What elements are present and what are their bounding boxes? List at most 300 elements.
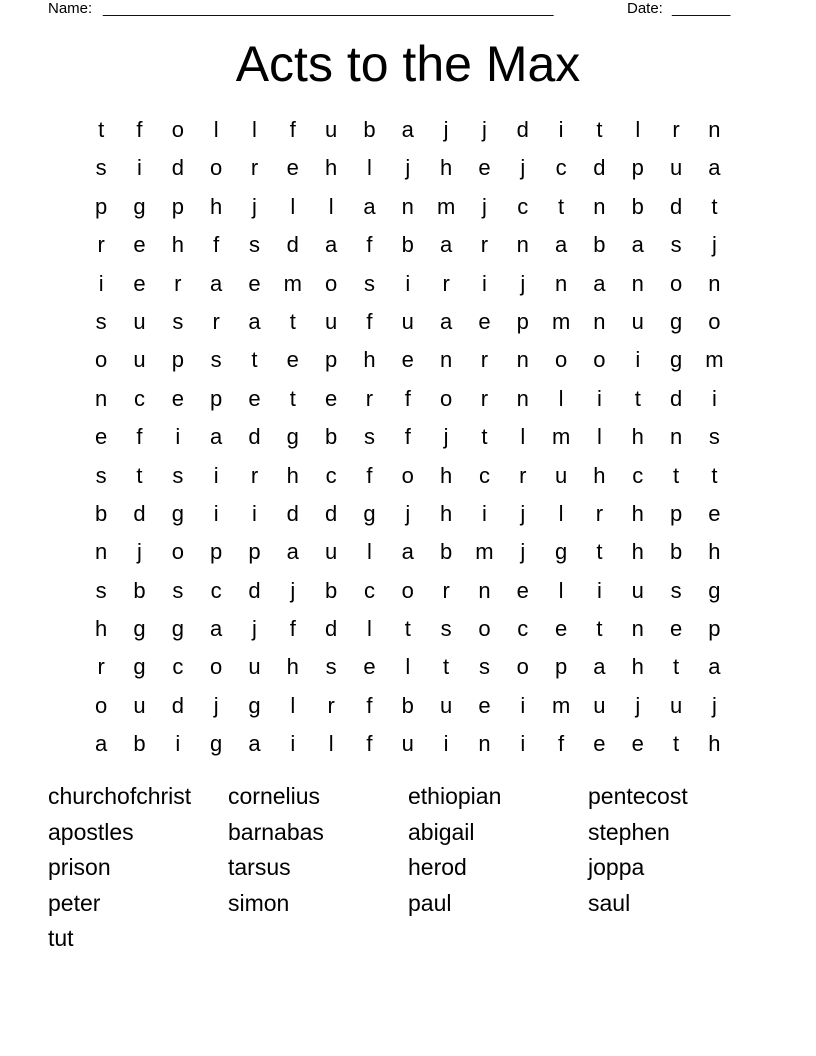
grid-letter: i [405, 270, 411, 296]
grid-letter: t [634, 385, 641, 411]
grid-letter: i [520, 731, 526, 757]
grid-letter: m [551, 692, 571, 718]
grid-letter: h [325, 155, 338, 181]
grid-letter: s [708, 424, 720, 450]
grid-letter: e [478, 308, 491, 334]
grid-letter: t [443, 654, 450, 680]
grid-letter: h [631, 654, 644, 680]
grid-letter: j [252, 616, 257, 642]
grid-row [82, 610, 734, 648]
grid-letter: p [669, 500, 683, 526]
grid-letter: s [172, 577, 184, 603]
grid-letter: e [248, 385, 261, 411]
grid-letter: i [635, 347, 641, 373]
grid-letter: r [442, 577, 450, 603]
grid-letter: n [516, 347, 529, 373]
grid-letter: t [481, 424, 488, 450]
grid-letter: p [210, 385, 223, 411]
grid-letter: i [711, 385, 717, 411]
grid-letter: s [95, 155, 107, 181]
grid-letter: e [133, 232, 146, 258]
grid-letter: h [708, 539, 721, 565]
grid-letter: f [289, 117, 296, 142]
grid-letter: i [98, 270, 104, 296]
grid-letter: n [708, 270, 721, 296]
grid-letter: n [631, 270, 644, 296]
word-bank-item: tut [48, 925, 74, 952]
grid-letter: b [133, 731, 146, 757]
grid-letter: f [404, 424, 411, 450]
grid-letter: i [558, 117, 564, 142]
grid-letter: m [283, 270, 302, 296]
word-bank-item: herod [408, 854, 467, 881]
grid-letter: f [404, 385, 411, 411]
grid-letter: b [631, 193, 644, 219]
grid-letter: r [174, 270, 182, 296]
grid-row [82, 457, 734, 495]
grid-letter: g [133, 654, 146, 680]
grid-letter: o [401, 462, 414, 488]
grid-letter: t [596, 117, 603, 142]
grid-letter: m [551, 308, 571, 334]
grid-letter: s [325, 654, 337, 680]
grid-row [82, 380, 734, 418]
grid-letter: j [711, 692, 717, 718]
grid-letter: c [478, 462, 490, 488]
grid-letter: i [213, 500, 219, 526]
grid-letter: e [478, 692, 491, 718]
grid-letter: g [133, 616, 146, 642]
grid-letter: b [325, 424, 338, 450]
grid-letter: l [367, 539, 372, 565]
grid-letter: j [520, 155, 526, 181]
grid-letter: o [95, 692, 108, 718]
grid-letter: p [708, 616, 721, 642]
grid-letter: f [366, 731, 373, 757]
grid-letter: g [210, 731, 223, 757]
grid-letter: r [442, 270, 450, 296]
grid-letter: c [555, 155, 567, 181]
grid-letter: u [325, 539, 338, 565]
grid-letter: d [669, 193, 683, 219]
word-bank-item: peter [48, 889, 101, 916]
grid-letter: p [631, 155, 644, 181]
grid-letter: n [593, 308, 606, 334]
grid-letter: s [248, 232, 260, 258]
word-bank [48, 778, 768, 956]
grid-letter: i [175, 424, 181, 450]
grid-letter: t [558, 193, 565, 219]
grid-letter: h [631, 424, 644, 450]
grid-letter: r [365, 385, 374, 411]
grid-letter: r [250, 462, 259, 488]
grid-letter: t [596, 539, 603, 565]
grid-letter: a [210, 270, 223, 296]
grid-letter: r [480, 232, 489, 258]
grid-letter: l [558, 577, 564, 603]
grid-letter: o [593, 347, 606, 373]
grid-letter: o [401, 577, 414, 603]
grid-row [82, 341, 734, 379]
grid-letter: n [516, 232, 529, 258]
grid-letter: p [171, 347, 184, 373]
grid-letter: n [478, 577, 491, 603]
grid-letter: j [213, 692, 219, 718]
grid-letter: e [401, 347, 414, 373]
grid-letter: m [475, 539, 494, 565]
grid-letter: e [516, 577, 529, 603]
grid-letter: s [95, 462, 107, 488]
grid-letter: d [325, 500, 338, 526]
word-bank-item: churchofchrist [48, 783, 192, 809]
grid-letter: c [325, 462, 337, 488]
grid-letter: t [98, 117, 105, 142]
grid-letter: d [669, 385, 683, 411]
grid-letter: o [210, 155, 223, 181]
grid-letter: s [670, 232, 682, 258]
word-bank-item: prison [48, 854, 111, 881]
grid-letter: j [252, 193, 257, 219]
grid-letter: g [554, 539, 568, 565]
grid-letter: u [325, 308, 338, 334]
grid-letter: e [631, 731, 644, 757]
grid-letter: g [171, 500, 184, 526]
grid-letter: l [520, 424, 526, 450]
grid-letter: c [363, 577, 375, 603]
grid-letter: f [213, 232, 220, 258]
grid-letter: l [367, 155, 372, 181]
grid-letter: f [366, 308, 373, 334]
grid-letter: l [558, 500, 564, 526]
grid-letter: r [97, 654, 105, 680]
grid-letter: t [673, 654, 680, 680]
grid-letter: n [516, 385, 529, 411]
grid-letter: u [439, 692, 453, 718]
grid-letter: u [248, 654, 261, 680]
grid-letter: n [95, 385, 108, 411]
grid-letter: l [290, 193, 296, 219]
grid-letter: p [95, 193, 108, 219]
grid-letter: f [366, 692, 373, 718]
grid-letter: j [520, 500, 526, 526]
grid-letter: o [95, 347, 108, 373]
grid-letter: r [327, 692, 335, 718]
grid-letter: i [443, 731, 449, 757]
grid-letter: i [482, 500, 487, 526]
grid-letter: a [363, 193, 376, 219]
grid-letter: b [593, 232, 606, 258]
grid-letter: h [708, 731, 721, 757]
grid-letter: u [631, 577, 644, 603]
grid-row [82, 687, 734, 725]
grid-letter: h [593, 462, 606, 488]
grid-letter: o [171, 117, 184, 142]
grid-letter: a [401, 117, 414, 142]
word-bank-item: paul [408, 889, 452, 916]
grid-letter: p [516, 308, 529, 334]
grid-letter: n [95, 539, 108, 565]
grid-letter: a [325, 232, 338, 258]
grid-letter: h [363, 347, 376, 373]
grid-letter: o [478, 616, 491, 642]
grid-letter: l [405, 654, 411, 680]
grid-letter: a [631, 232, 644, 258]
grid-letter: n [631, 616, 644, 642]
grid-letter: a [593, 654, 606, 680]
grid-letter: m [705, 347, 724, 373]
grid-letter: h [210, 193, 223, 219]
grid-letter: e [133, 270, 146, 296]
grid-row [82, 149, 734, 187]
grid-letter: t [711, 462, 718, 488]
grid-letter: d [171, 155, 184, 181]
grid-letter: n [554, 270, 568, 296]
grid-row [82, 533, 734, 571]
grid-letter: i [213, 462, 219, 488]
grid-letter: l [328, 193, 334, 219]
grid-letter: a [210, 424, 223, 450]
grid-letter: j [482, 117, 487, 142]
grid-letter: e [708, 500, 721, 526]
grid-letter: g [669, 347, 683, 373]
word-bank-item: ethiopian [408, 783, 502, 809]
grid-letter: e [325, 385, 338, 411]
grid-letter: t [404, 616, 411, 642]
grid-letter: j [405, 500, 411, 526]
grid-letter: j [443, 424, 449, 450]
grid-letter: g [248, 692, 261, 718]
grid-letter: b [401, 232, 414, 258]
grid-row [82, 725, 734, 763]
grid-letter: s [363, 270, 375, 296]
grid-letter: h [171, 232, 184, 258]
grid-letter: d [286, 500, 299, 526]
grid-letter: b [95, 500, 108, 526]
grid-letter: f [289, 616, 296, 642]
grid-letter: t [596, 616, 603, 642]
grid-letter: e [95, 424, 108, 450]
grid-letter: i [175, 731, 181, 757]
grid-letter: a [554, 232, 568, 258]
grid-letter: t [289, 385, 296, 411]
grid-row [82, 265, 734, 303]
word-bank-item: barnabas [228, 818, 324, 845]
grid-letter: o [708, 308, 721, 334]
grid-letter: s [172, 308, 184, 334]
grid-letter: t [289, 308, 296, 334]
grid-letter: l [328, 731, 334, 757]
grid-letter: r [480, 347, 489, 373]
grid-letter: b [363, 117, 376, 142]
grid-letter: j [405, 155, 411, 181]
letter-grid [82, 111, 734, 764]
grid-letter: e [248, 270, 261, 296]
grid-letter: a [95, 731, 108, 757]
grid-letter: j [443, 117, 449, 142]
grid-letter: t [136, 462, 143, 488]
grid-letter: u [325, 117, 338, 142]
grid-letter: f [366, 232, 373, 258]
word-bank-item: simon [228, 889, 290, 916]
grid-letter: h [439, 155, 453, 181]
grid-letter: a [593, 270, 606, 296]
grid-letter: d [248, 424, 261, 450]
grid-letter: f [136, 117, 143, 142]
grid-letter: g [708, 577, 721, 603]
grid-letter: o [325, 270, 338, 296]
grid-letter: s [95, 308, 107, 334]
grid-letter: j [520, 539, 526, 565]
grid-letter: u [401, 308, 414, 334]
grid-letter: o [171, 539, 184, 565]
grid-letter: h [95, 616, 108, 642]
grid-letter: i [290, 731, 296, 757]
grid-letter: u [554, 462, 568, 488]
grid-letter: e [478, 155, 491, 181]
grid-letter: n [439, 347, 453, 373]
grid-letter: s [670, 577, 682, 603]
grid-letter: r [97, 232, 105, 258]
grid-letter: o [516, 654, 529, 680]
grid-letter: a [286, 539, 299, 565]
grid-letter: e [669, 616, 683, 642]
grid-letter: h [439, 462, 453, 488]
grid-letter: g [363, 500, 376, 526]
grid-letter: s [95, 577, 107, 603]
grid-row [82, 226, 734, 264]
grid-letter: l [596, 424, 602, 450]
grid-letter: a [439, 232, 453, 258]
grid-letter: c [210, 577, 222, 603]
grid-letter: u [669, 692, 683, 718]
grid-letter: l [558, 385, 564, 411]
name-blank-line: ______________________________________________________ [103, 0, 554, 17]
grid-row [82, 303, 734, 341]
word-bank-item: stephen [588, 818, 670, 845]
grid-letter: r [672, 117, 680, 142]
grid-letter: d [248, 577, 261, 603]
grid-letter: g [171, 616, 184, 642]
grid-letter: a [210, 616, 223, 642]
grid-letter: e [171, 385, 184, 411]
grid-letter: j [482, 193, 487, 219]
grid-letter: u [593, 692, 606, 718]
grid-letter: j [290, 577, 296, 603]
grid-letter: h [631, 500, 644, 526]
grid-letter: m [436, 193, 456, 219]
grid-letter: p [554, 654, 568, 680]
grid-letter: o [554, 347, 568, 373]
grid-letter: a [708, 654, 721, 680]
grid-letter: g [669, 308, 683, 334]
grid-row [82, 572, 734, 610]
grid-letter: l [252, 117, 257, 142]
grid-letter: b [133, 577, 146, 603]
grid-letter: d [286, 232, 299, 258]
word-bank-item: pentecost [588, 783, 688, 809]
grid-letter: p [325, 347, 338, 373]
grid-letter: a [708, 155, 721, 181]
grid-letter: r [212, 308, 220, 334]
grid-letter: c [517, 616, 529, 642]
grid-letter: d [516, 117, 529, 142]
grid-letter: t [711, 193, 718, 219]
grid-letter: i [596, 577, 602, 603]
grid-letter: u [631, 308, 644, 334]
grid-letter: i [137, 155, 142, 181]
grid-letter: a [248, 731, 261, 757]
grid-letter: u [669, 155, 683, 181]
page-title: Acts to the Max [235, 36, 581, 92]
grid-letter: r [250, 155, 259, 181]
grid-letter: d [325, 616, 338, 642]
grid-letter: d [171, 692, 184, 718]
grid-letter: d [593, 155, 606, 181]
grid-letter: g [286, 424, 299, 450]
grid-letter: c [172, 654, 184, 680]
grid-letter: a [401, 539, 414, 565]
grid-letter: b [439, 539, 453, 565]
grid-letter: e [554, 616, 568, 642]
grid-letter: c [517, 193, 529, 219]
grid-letter: p [248, 539, 261, 565]
grid-letter: e [286, 155, 299, 181]
grid-letter: i [596, 385, 602, 411]
grid-letter: o [439, 385, 453, 411]
grid-letter: b [669, 539, 683, 565]
grid-letter: n [708, 117, 721, 142]
grid-letter: i [520, 692, 526, 718]
grid-row [82, 188, 734, 226]
grid-letter: l [367, 616, 372, 642]
grid-letter: o [210, 654, 223, 680]
grid-letter: h [286, 462, 299, 488]
word-bank-item: saul [588, 889, 631, 916]
word-bank-item: joppa [588, 854, 645, 881]
name-label: Name: [48, 0, 93, 17]
date-blank-line: _______ [672, 0, 731, 17]
grid-letter: e [363, 654, 376, 680]
grid-letter: n [669, 424, 683, 450]
grid-letter: s [363, 424, 375, 450]
grid-letter: p [171, 193, 184, 219]
grid-row [82, 648, 734, 686]
grid-letter: h [631, 539, 644, 565]
grid-row [82, 495, 734, 533]
grid-letter: f [366, 462, 373, 488]
grid-letter: p [210, 539, 223, 565]
grid-letter: t [673, 731, 680, 757]
grid-letter: e [593, 731, 606, 757]
grid-letter: i [482, 270, 487, 296]
grid-letter: l [635, 117, 641, 142]
grid-letter: j [137, 539, 142, 565]
grid-letter: r [519, 462, 527, 488]
header-line [48, 0, 748, 20]
grid-letter: u [133, 347, 146, 373]
grid-letter: e [286, 347, 299, 373]
word-bank-item: tarsus [228, 854, 291, 881]
grid-letter: b [401, 692, 414, 718]
grid-letter: h [286, 654, 299, 680]
grid-row [82, 418, 734, 456]
grid-letter: j [711, 232, 717, 258]
date-label: Date: [627, 0, 663, 17]
grid-letter: u [133, 308, 146, 334]
grid-letter: c [632, 462, 644, 488]
grid-letter: l [213, 117, 219, 142]
grid-letter: t [251, 347, 258, 373]
